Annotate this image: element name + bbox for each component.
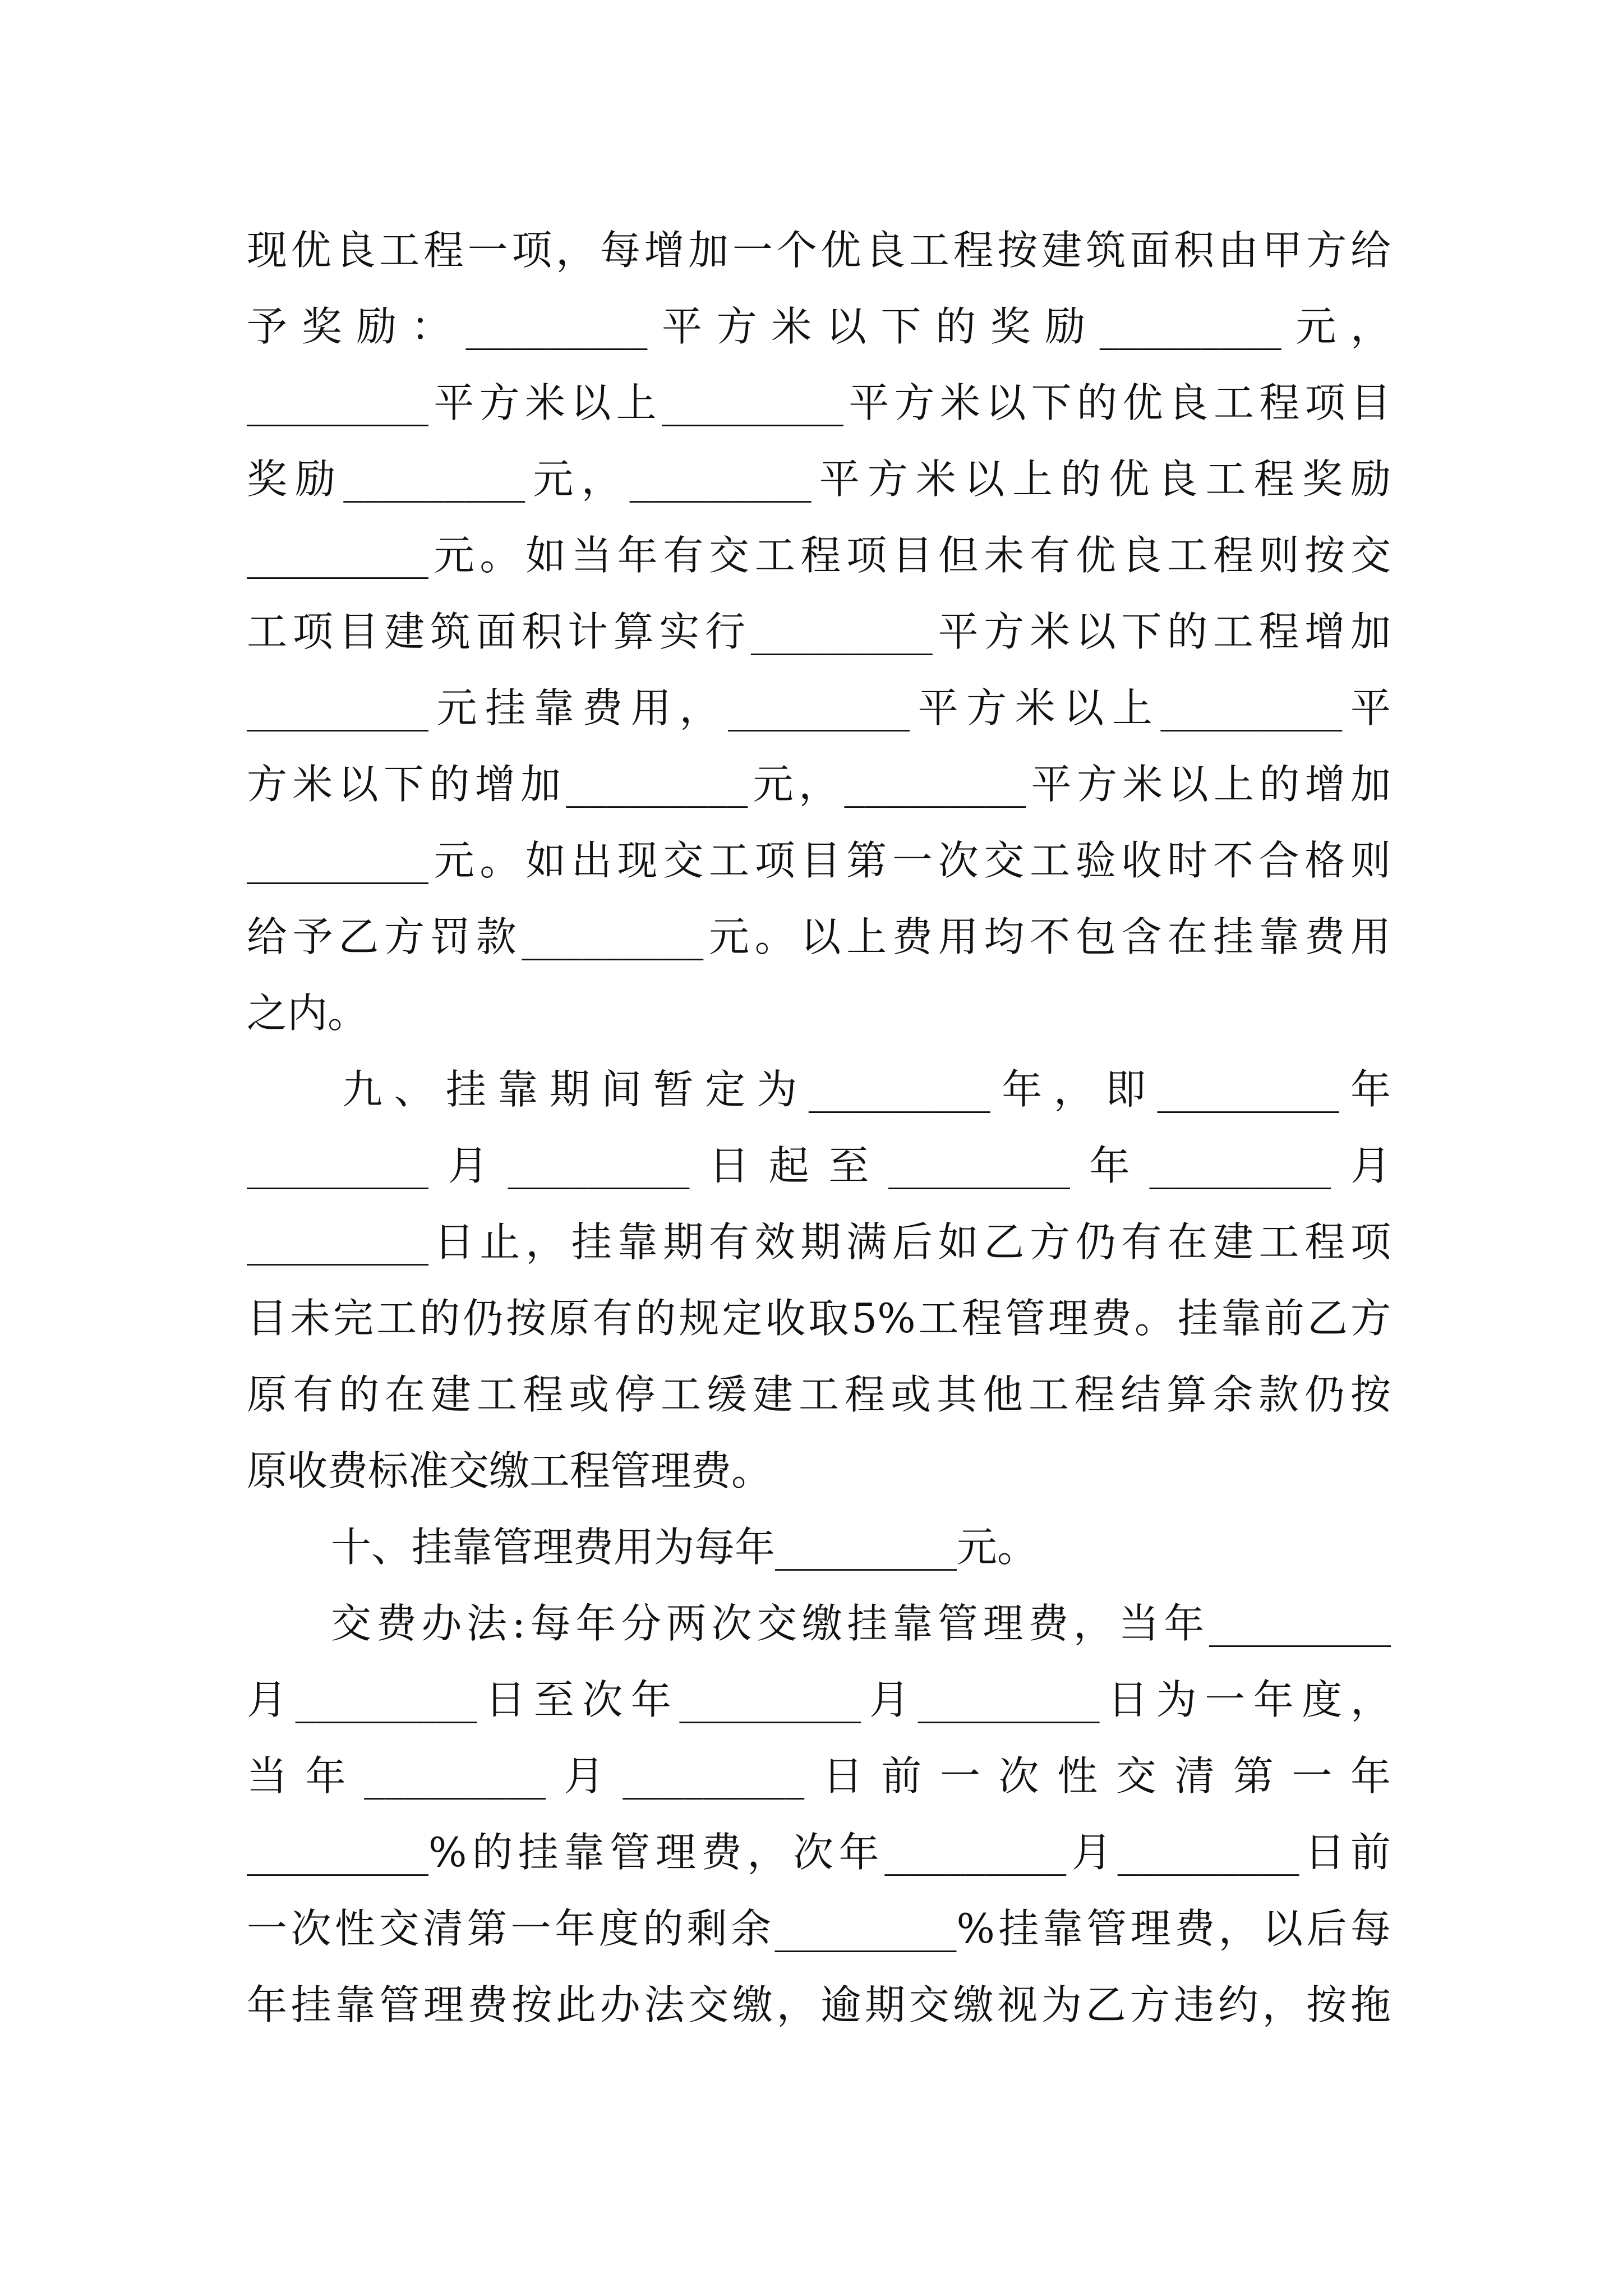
section-ten-heading-line: 十、挂靠管理费用为每年_________元。	[331, 1524, 1038, 1571]
text-line-16: 原有的在建工程或停工缓建工程或其他工程结算余款仍按	[247, 1371, 1391, 1418]
section-nine-heading-line: 九、挂靠期间暂定为_________年，即_________年	[342, 1066, 1391, 1113]
text-line-10: 给予乙方罚款_________元。以上费用均不包含在挂靠费用	[247, 913, 1391, 960]
payment-method-line: 交费办法:每年分两次交缴挂靠管理费，当年_________	[331, 1600, 1391, 1647]
text-line-3: _________平方米以上_________平方米以下的优良工程项目	[247, 379, 1391, 426]
text-line-22: _________%的挂靠管理费，次年_________月_________日前	[247, 1829, 1391, 1876]
text-line-23: 一次性交清第一年度的剩余_________%挂靠管理费，以后每	[247, 1905, 1391, 1952]
text-line-7: _________元挂靠费用，_________平方米以上_________平	[247, 684, 1391, 731]
text-line-14: _________日止，挂靠期有效期满后如乙方仍有在建工程项	[247, 1218, 1391, 1266]
text-line-9: _________元。如出现交工项目第一次交工验收时不合格则	[247, 837, 1391, 884]
text-line-8: 方米以下的增加_________元，_________平方米以上的增加	[247, 761, 1391, 808]
text-line-17: 原收费标准交缴工程管理费。	[247, 1447, 772, 1494]
text-line-11: 之内。	[247, 990, 368, 1037]
text-line-4: 奖励_________元，_________平方米以上的优良工程奖励	[247, 455, 1391, 503]
text-line-21: 当年_________月_________日前一次性交清第一年	[247, 1752, 1391, 1800]
text-line-1: 现优良工程一项，每增加一个优良工程按建筑面积由甲方给	[247, 227, 1391, 274]
text-line-6: 工项目建筑面积计算实行_________平方米以下的工程增加	[247, 608, 1391, 655]
text-line-5: _________元。如当年有交工程项目但未有优良工程则按交	[247, 532, 1391, 579]
text-line-24: 年挂靠管理费按此办法交缴，逾期交缴视为乙方违约，按拖	[247, 1981, 1391, 2028]
text-line-15: 目未完工的仍按原有的规定收取5%工程管理费。挂靠前乙方	[247, 1295, 1391, 1342]
text-line-2: 予奖励：_________平方米以下的奖励_________元，	[247, 303, 1391, 350]
text-line-20: 月_________日至次年_________月_________日为一年度，	[247, 1676, 1391, 1723]
text-line-13: _________月_________日起至_________年_________月	[247, 1142, 1391, 1189]
